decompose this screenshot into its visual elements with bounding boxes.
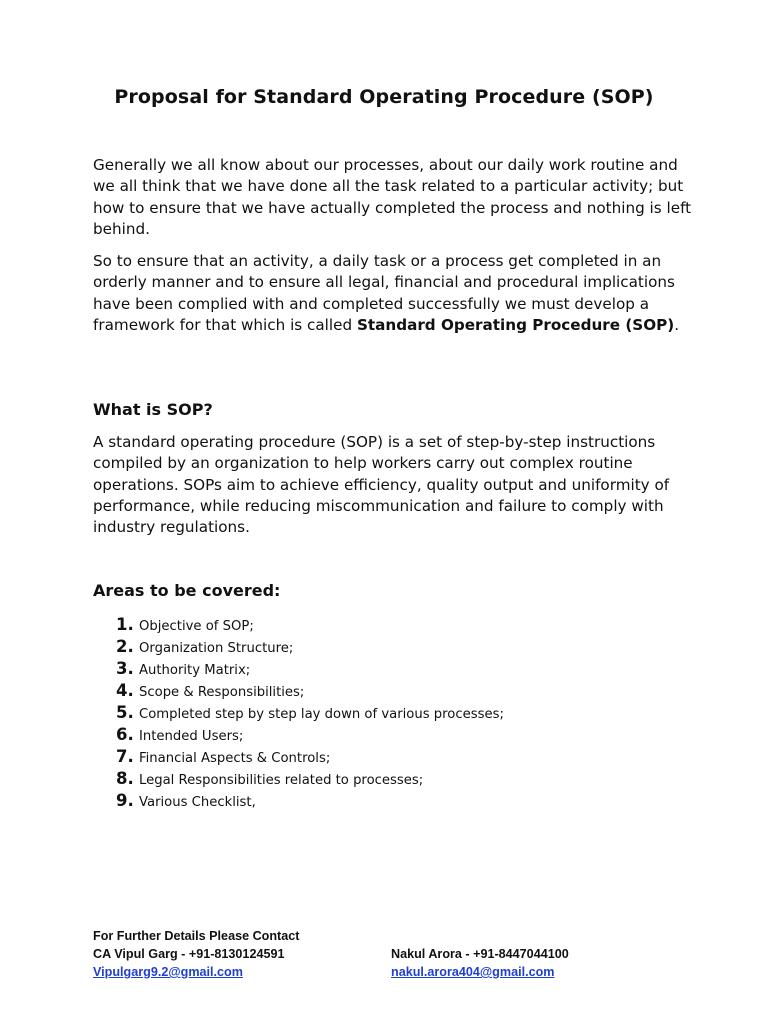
list-item-number: 5.	[116, 703, 134, 722]
list-item-text: Authority Matrix;	[139, 663, 251, 678]
contact-2-name: Nakul Arora - +91-8447044100	[391, 947, 569, 961]
intro-paragraph-2-text: So to ensure that an activity, a daily task or a process get completed in an orderly manner and to ensure all legal, financial and procedural implications have been complied with and completed successfully we must develop a framework for that which is called	[93, 252, 675, 334]
intro-paragraph-2-end: .	[674, 315, 680, 334]
list-item-number: 9.	[116, 791, 134, 810]
contact-2-email-link[interactable]: nakul.arora404@gmail.com	[391, 965, 555, 979]
list-item-text: Completed step by step lay down of various processes;	[139, 707, 504, 722]
list-item	[116, 724, 504, 746]
list-item-text: Objective of SOP;	[139, 619, 254, 634]
intro-paragraph-2-bold: Standard Operating Procedure (SOP)	[356, 315, 675, 334]
list-item-number: 7.	[116, 747, 134, 766]
list-item-number: 6.	[116, 725, 134, 744]
list-item-text: Scope & Responsibilities;	[139, 685, 305, 700]
list-item	[116, 702, 504, 724]
contact-emails-row	[93, 963, 693, 981]
contact-label-row	[93, 927, 693, 945]
contact-1-email-link[interactable]: Vipulgarg9.2@gmail.com	[93, 965, 243, 979]
contact-1-name: CA Vipul Garg - +91-8130124591	[93, 947, 285, 961]
contact-footer	[93, 927, 693, 981]
list-item	[116, 680, 504, 702]
what-is-sop-paragraph: A standard operating procedure (SOP) is a set of step-by-step instructions compiled by an organization to help workers carry out complex routine operations. SOPs aim to achieve efficiency, quality output and uniformity of performance, while reducing miscommunication and failure to comply with industry regulations.	[93, 433, 670, 537]
intro-paragraph-1: Generally we all know about our processes, about our daily work routine and we all think that we have done all the task related to a particular activity; but how to ensure that we have actually completed the process and nothing is left behind.	[93, 156, 692, 238]
list-item-text: Organization Structure;	[139, 641, 294, 656]
list-item-number: 4.	[116, 681, 134, 700]
list-item	[116, 746, 504, 768]
list-item	[116, 768, 504, 790]
list-item-number: 3.	[116, 659, 134, 678]
list-item	[116, 790, 504, 812]
what-is-sop-heading: What is SOP?	[93, 400, 213, 419]
list-item	[116, 636, 504, 658]
areas-heading: Areas to be covered:	[93, 581, 281, 600]
list-item-text: Various Checklist,	[139, 795, 256, 810]
list-item-text: Intended Users;	[139, 729, 244, 744]
list-item-number: 1.	[116, 615, 134, 634]
list-item-number: 2.	[116, 637, 134, 656]
document-title: Proposal for Standard Operating Procedure (SOP)	[114, 86, 654, 108]
list-item-text: Legal Responsibilities related to processes;	[139, 773, 424, 788]
list-item	[116, 658, 504, 680]
intro-paragraph-2	[93, 251, 693, 336]
list-item	[116, 614, 504, 636]
areas-list	[116, 614, 504, 812]
contact-label: For Further Details Please Contact	[93, 929, 300, 943]
list-item-text: Financial Aspects & Controls;	[139, 751, 331, 766]
list-item-number: 8.	[116, 769, 134, 788]
contact-names-row	[93, 945, 693, 963]
